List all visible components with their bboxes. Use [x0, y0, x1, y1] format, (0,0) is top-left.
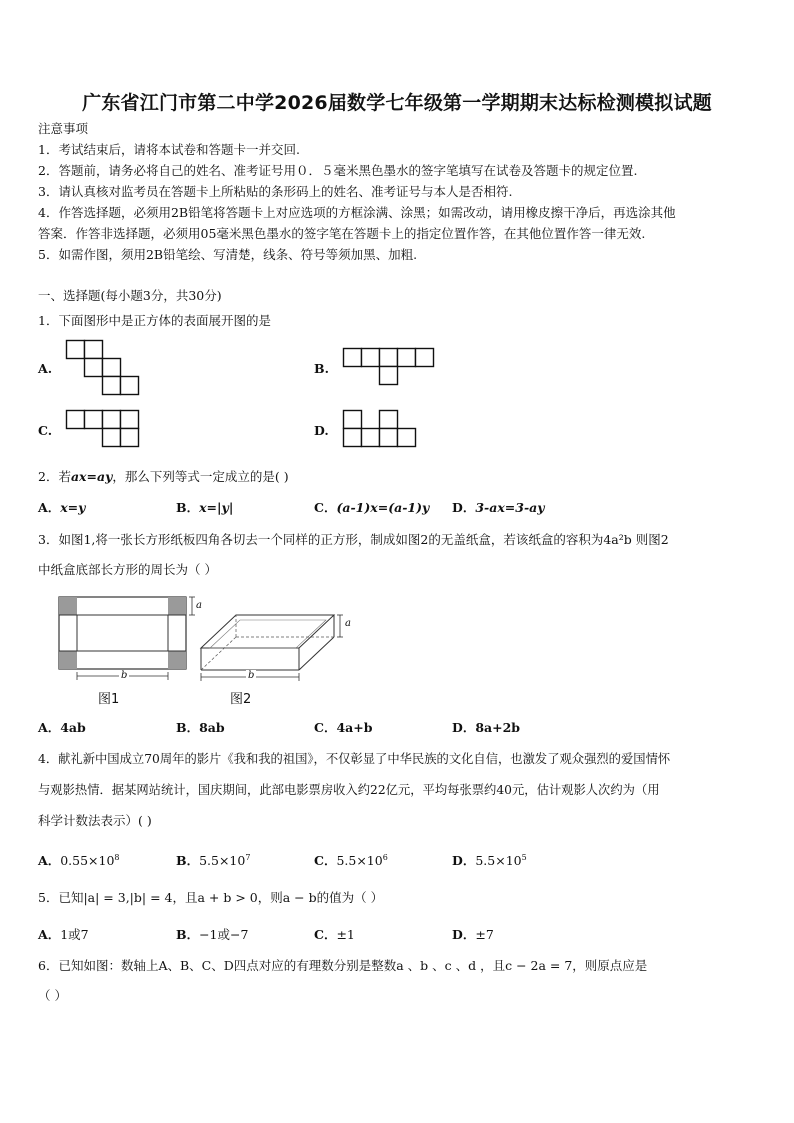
notice-item-4-cont: 答案．作答非选择题，必须用05毫米黑色墨水的签字笔在答题卡上的指定位置作答，在其他位置作答一律无效.	[38, 226, 646, 241]
q1-option-a-label: A.	[38, 361, 53, 376]
q4-option-d: D．$5.5\times 10^5$	[452, 853, 527, 869]
q1-net-d	[343, 410, 417, 448]
q5-option-a: A．1或7	[38, 927, 89, 942]
q3-option-d: D．8a+2b	[452, 720, 521, 735]
q2-stem: 2．若ax=ay，那么下列等式一定成立的是( )	[38, 469, 289, 484]
q3-option-b: B．8ab	[176, 720, 225, 735]
q2-option-c: C．(a-1)x=(a-1)y	[314, 500, 430, 515]
q1-net-b	[343, 348, 435, 386]
notice-item-1: 1．考试结束后，请将本试卷和答题卡一并交回.	[38, 142, 300, 157]
q1-net-a	[66, 340, 142, 394]
q1-stem: 1．下面图形中是正方体的表面展开图的是	[38, 313, 271, 328]
fig1-label-a: a	[196, 600, 202, 611]
q1-option-b-label: B.	[314, 361, 329, 376]
q4-stem-line3: 科学计数法表示）( )	[38, 813, 152, 828]
q2-equation: ax=ay	[70, 469, 113, 484]
q5-option-d: D．±7	[452, 927, 494, 942]
q3-stem-line2: 中纸盒底部长方形的周长为（ ）	[38, 562, 217, 577]
q3-stem-line1: 3．如图1,将一张长方形纸板四角各切去一个同样的正方形，制成如图2的无盖纸盒，若该纸盒的容积为4a²b 则图2	[38, 532, 669, 547]
notice-heading: 注意事项	[38, 121, 89, 136]
q4-option-c: C．$5.5\times 10^6$	[314, 853, 388, 869]
q3-figure-2	[200, 612, 360, 688]
q4-stem-line2: 与观影热情．据某网站统计，国庆期间，此部电影票房收入约22亿元，平均每张票约40元，估计观影人次约为（用	[38, 783, 660, 797]
q5-option-b: B．−1或−7	[176, 927, 249, 942]
page-title: 广东省江门市第二中学2026届数学七年级第一学期期末达标检测模拟试题	[82, 92, 712, 114]
q3-option-c: C．4a+b	[314, 720, 373, 735]
q6-stem-line2: （ ）	[38, 988, 67, 1003]
q5-option-c: C．±1	[314, 927, 355, 942]
q2-option-d: D．3-ax=3-ay	[452, 500, 545, 515]
q6-stem-line1: 6．已知如图：数轴上A、B、C、D四点对应的有理数分别是整数a 、b 、c 、d ，且c − 2a = 7，则原点应是	[38, 958, 648, 973]
fig1-label-b: b	[121, 670, 128, 681]
section-heading: 一、选择题(每小题3分，共30分)	[38, 288, 222, 303]
q4-stem-line1: 4．献礼新中国成立70周年的影片《我和我的祖国》，不仅彰显了中华民族的文化自信，也激发了观众强烈的爱国情怀	[38, 752, 671, 766]
q1-option-c-label: C.	[38, 423, 53, 438]
q3-option-a: A．4ab	[38, 720, 86, 735]
q4-option-b: B．$5.5\times 10^7$	[176, 853, 251, 869]
notice-item-5: 5．如需作图，须用2B铅笔绘、写清楚，线条、符号等须加黑、加粗.	[38, 247, 418, 262]
q5-stem: 5．已知|a| = 3,|b| = 4，且a + b > 0，则a − b的值为（ ）	[38, 890, 384, 905]
fig1-caption: 图1	[98, 692, 120, 707]
q4-option-a: A．$0.55\times 10^8$	[38, 853, 120, 869]
fig2-label-a: a	[345, 618, 351, 629]
notice-item-3: 3．请认真核对监考员在答题卡上所粘贴的条形码上的姓名、准考证号与本人是否相符.	[38, 184, 513, 199]
notice-item-2: 2．答题前，请务必将自己的姓名、准考证号用０．５毫米黑色墨水的签字笔填写在试卷及答题卡的规定位置.	[38, 163, 638, 178]
q1-option-d-label: D.	[314, 423, 329, 438]
fig2-caption: 图2	[230, 692, 252, 707]
notice-item-4: 4．作答选择题，必须用2B铅笔将答题卡上对应选项的方框涂满、涂黑；如需改动，请用橡皮擦干净后，再选涂其他	[38, 205, 676, 220]
q2-option-a: A．x=y	[38, 500, 86, 515]
q3-figure-1	[58, 596, 208, 706]
fig2-label-b: b	[248, 670, 255, 681]
q2-option-b: B．x=|y|	[176, 500, 234, 515]
q1-net-c	[66, 410, 140, 448]
